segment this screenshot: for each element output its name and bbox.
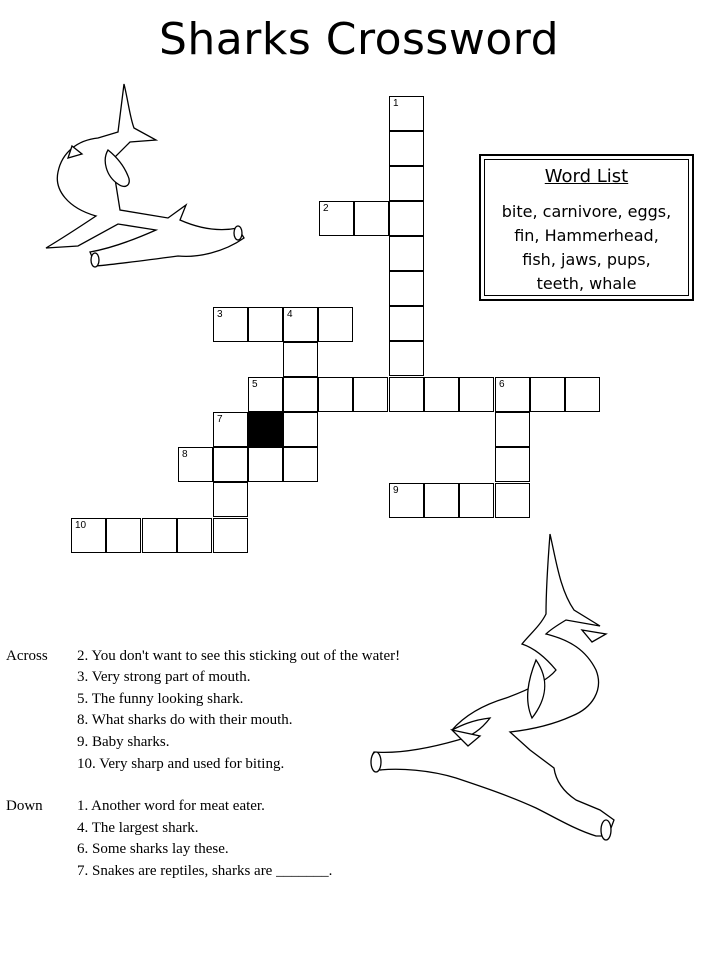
clue-down: 4. The largest shark. (77, 820, 199, 836)
word-list-line: fish, jaws, pups, (522, 250, 651, 269)
down-heading: Down (6, 798, 43, 814)
crossword-cell[interactable] (71, 518, 106, 553)
crossword-cell[interactable] (389, 306, 424, 341)
crossword-cell[interactable] (353, 377, 388, 412)
crossword-cell[interactable] (495, 483, 530, 518)
word-list-box (479, 154, 694, 301)
word-list-line: bite, carnivore, eggs, (501, 202, 672, 221)
clue-number: 7 (217, 414, 223, 425)
crossword-cell[interactable] (142, 518, 177, 553)
clue-number: 4 (287, 309, 293, 320)
crossword-cell[interactable] (319, 201, 354, 236)
crossword-cell[interactable] (389, 271, 424, 306)
word-list-inner-border (484, 159, 689, 296)
clue-number: 9 (393, 485, 399, 496)
crossword-cell[interactable] (248, 377, 283, 412)
crossword-cell[interactable] (106, 518, 141, 553)
crossword-cell[interactable] (459, 377, 494, 412)
crossword-cell[interactable] (424, 377, 459, 412)
clue-across: 9. Baby sharks. (77, 734, 170, 750)
crossword-cell[interactable] (283, 377, 318, 412)
crossword-cell[interactable] (283, 447, 318, 482)
hammerhead-shark-illustration-top (38, 80, 253, 280)
crossword-cell[interactable] (565, 377, 600, 412)
clue-down: 6. Some sharks lay these. (77, 841, 229, 857)
word-list-title: Word List (544, 166, 629, 187)
crossword-cell[interactable] (213, 518, 248, 553)
black-square (248, 412, 283, 447)
across-heading: Across (6, 648, 48, 664)
crossword-cell[interactable] (354, 201, 389, 236)
clue-down: 1. Another word for meat eater. (77, 798, 265, 814)
crossword-cell[interactable] (530, 377, 565, 412)
clue-number: 5 (252, 379, 258, 390)
clue-across: 10. Very sharp and used for biting. (77, 756, 285, 772)
crossword-cell[interactable] (495, 377, 530, 412)
crossword-cell[interactable] (318, 307, 353, 342)
word-list-line: teeth, whale (536, 274, 637, 293)
crossword-cell[interactable] (459, 483, 494, 518)
clue-across: 8. What sharks do with their mouth. (77, 712, 293, 728)
crossword-cell[interactable] (213, 482, 248, 517)
page-title: Sharks Crossword (158, 14, 560, 65)
across-clues (0, 648, 480, 778)
crossword-cell[interactable] (177, 518, 212, 553)
crossword-cell[interactable] (424, 483, 459, 518)
clue-across: 2. You don't want to see this sticking out of the water! (77, 648, 401, 664)
crossword-cell[interactable] (283, 342, 318, 377)
clue-number: 10 (75, 520, 87, 531)
crossword-cell[interactable] (283, 412, 318, 447)
word-list-words (485, 200, 688, 296)
crossword-cell[interactable] (213, 307, 248, 342)
crossword-cell[interactable] (495, 412, 530, 447)
clue-number: 2 (323, 203, 329, 214)
clue-number: 3 (217, 309, 223, 320)
crossword-cell[interactable] (389, 166, 424, 201)
word-list-line: fin, Hammerhead, (514, 226, 659, 245)
crossword-cell[interactable] (389, 131, 424, 166)
crossword-cell[interactable] (283, 307, 318, 342)
crossword-cell[interactable] (213, 447, 248, 482)
crossword-cell[interactable] (178, 447, 213, 482)
crossword-cell[interactable] (495, 447, 530, 482)
crossword-cell[interactable] (389, 483, 424, 518)
crossword-cell[interactable] (389, 96, 424, 131)
clue-number: 1 (393, 98, 399, 109)
crossword-cell[interactable] (248, 447, 283, 482)
clue-across: 3. Very strong part of mouth. (77, 669, 251, 685)
crossword-cell[interactable] (389, 341, 424, 376)
down-clues (0, 798, 480, 888)
clue-down: 7. Snakes are reptiles, sharks are _______. (77, 863, 333, 879)
crossword-cell[interactable] (318, 377, 353, 412)
crossword-cell[interactable] (389, 201, 424, 236)
clue-across: 5. The funny looking shark. (77, 691, 244, 707)
clue-number: 6 (499, 379, 505, 390)
crossword-cell[interactable] (213, 412, 248, 447)
clue-number: 8 (182, 449, 188, 460)
crossword-cell[interactable] (248, 307, 283, 342)
crossword-cell[interactable] (389, 236, 424, 271)
crossword-cell[interactable] (389, 377, 424, 412)
